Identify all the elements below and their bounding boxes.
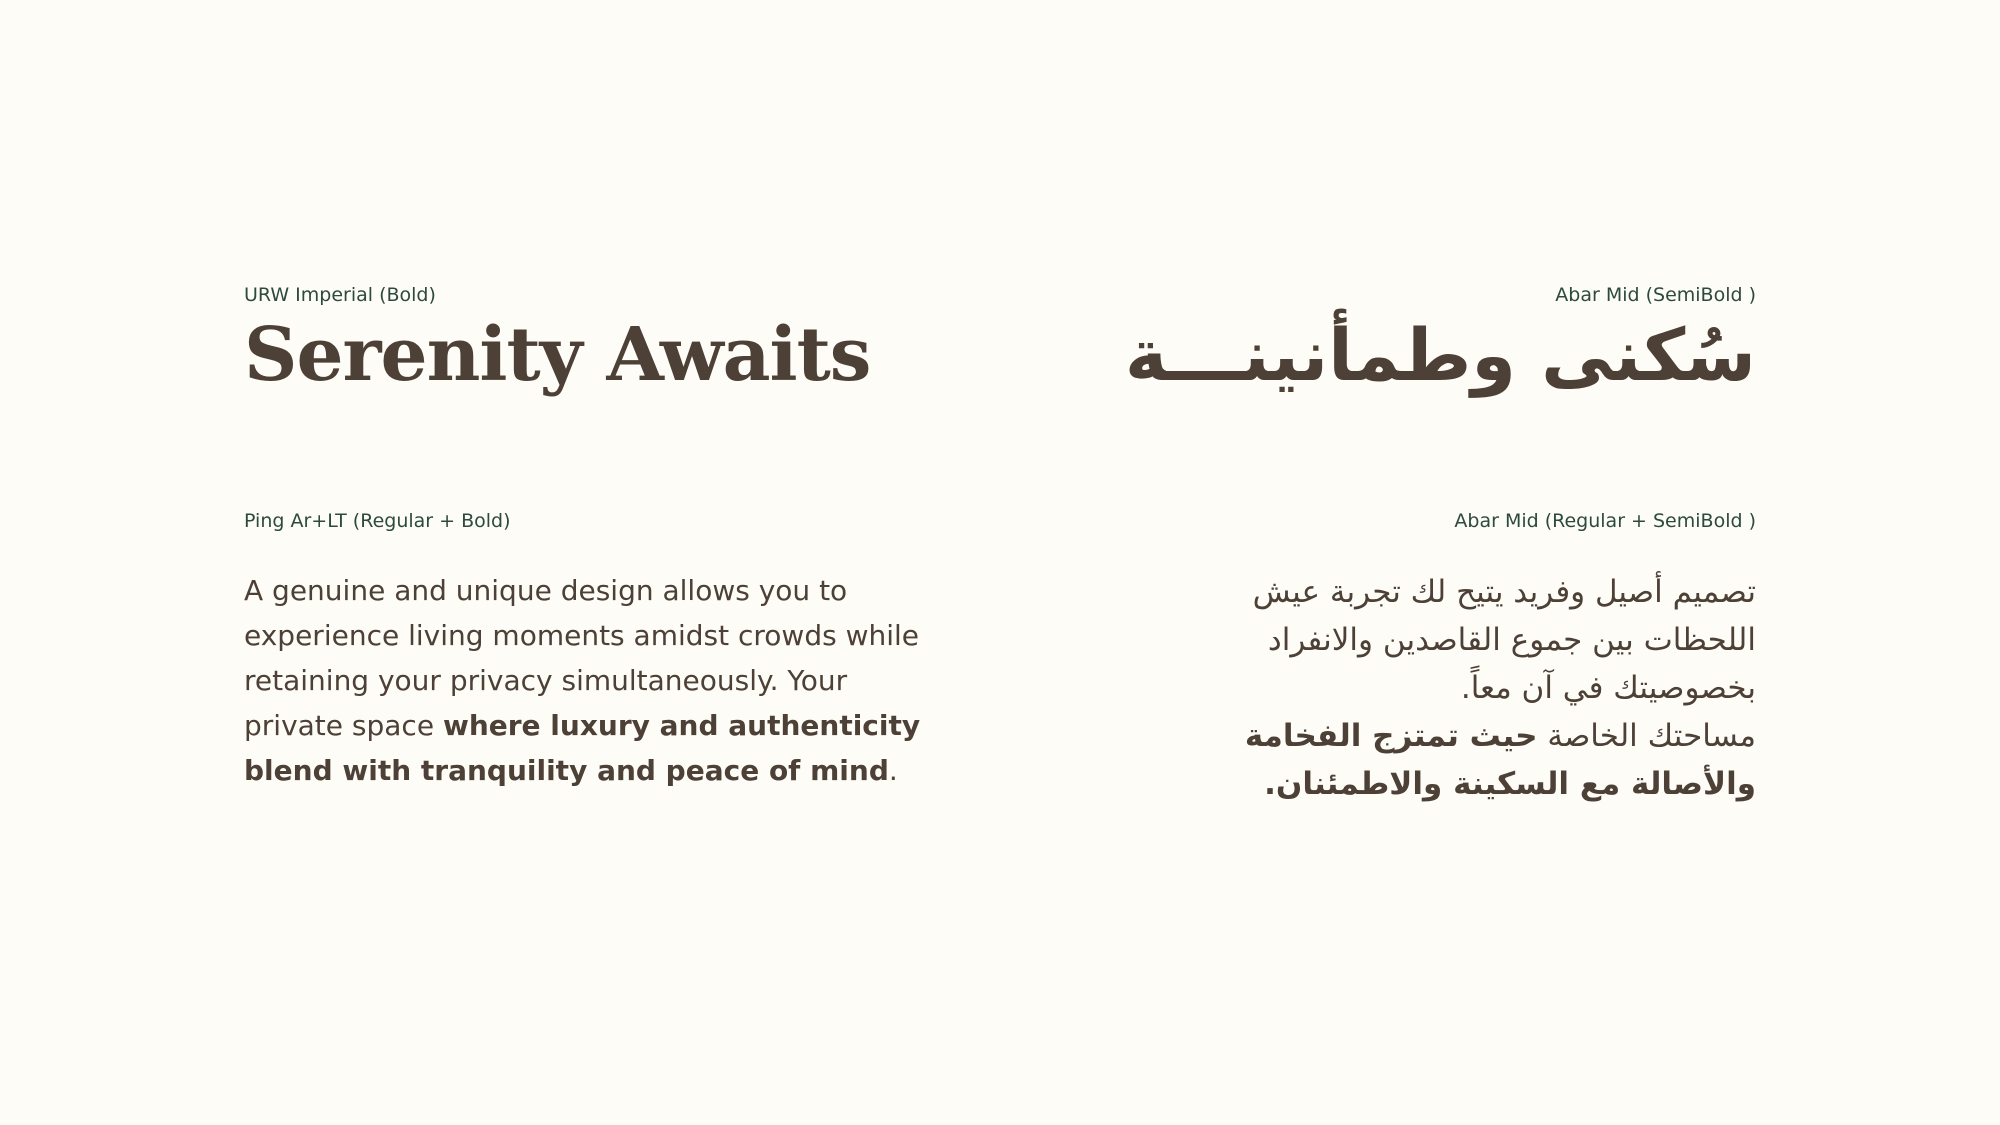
body-text-ar [1176, 568, 1756, 808]
body-text-en-end: . [888, 754, 898, 787]
body-font-caption-ar: Abar Mid (Regular + SemiBold ) [1454, 510, 1756, 532]
body-text-ar-line-4 [1176, 712, 1756, 760]
heading-font-caption-en: URW Imperial (Bold) [244, 284, 436, 306]
body-text-en-bold: where luxury and authenticity blend with tranquility and peace of mind [244, 709, 921, 787]
body-text-en [244, 568, 924, 793]
heading-ar: سُكنى وطمأنينـــة [1124, 313, 1756, 397]
body-text-en-regular: A genuine and unique design allows you to experience living moments amidst crowds while retaining your privacy simultaneously. Your private space [244, 574, 920, 742]
heading-en: Serenity Awaits [244, 312, 871, 398]
body-text-ar-line-3: بخصوصيتك في آن معاً. [1460, 670, 1756, 706]
body-text-ar-bold-2: والأصالة مع السكينة والاطمئنان. [1264, 766, 1756, 802]
heading-font-caption-ar: Abar Mid (SemiBold ) [1555, 284, 1756, 306]
body-text-ar-line-2: اللحظات بين جموع القاصدين والانفراد [1267, 622, 1756, 658]
body-font-caption-en: Ping Ar+LT (Regular + Bold) [244, 510, 511, 532]
body-text-ar-line-1: تصميم أصيل وفريد يتيح لك تجربة عيش [1252, 574, 1756, 610]
body-text-ar-regular-tail: مساحتك الخاصة [1537, 718, 1756, 754]
body-text-ar-bold-1: حيث تمتزج الفخامة [1244, 718, 1538, 754]
